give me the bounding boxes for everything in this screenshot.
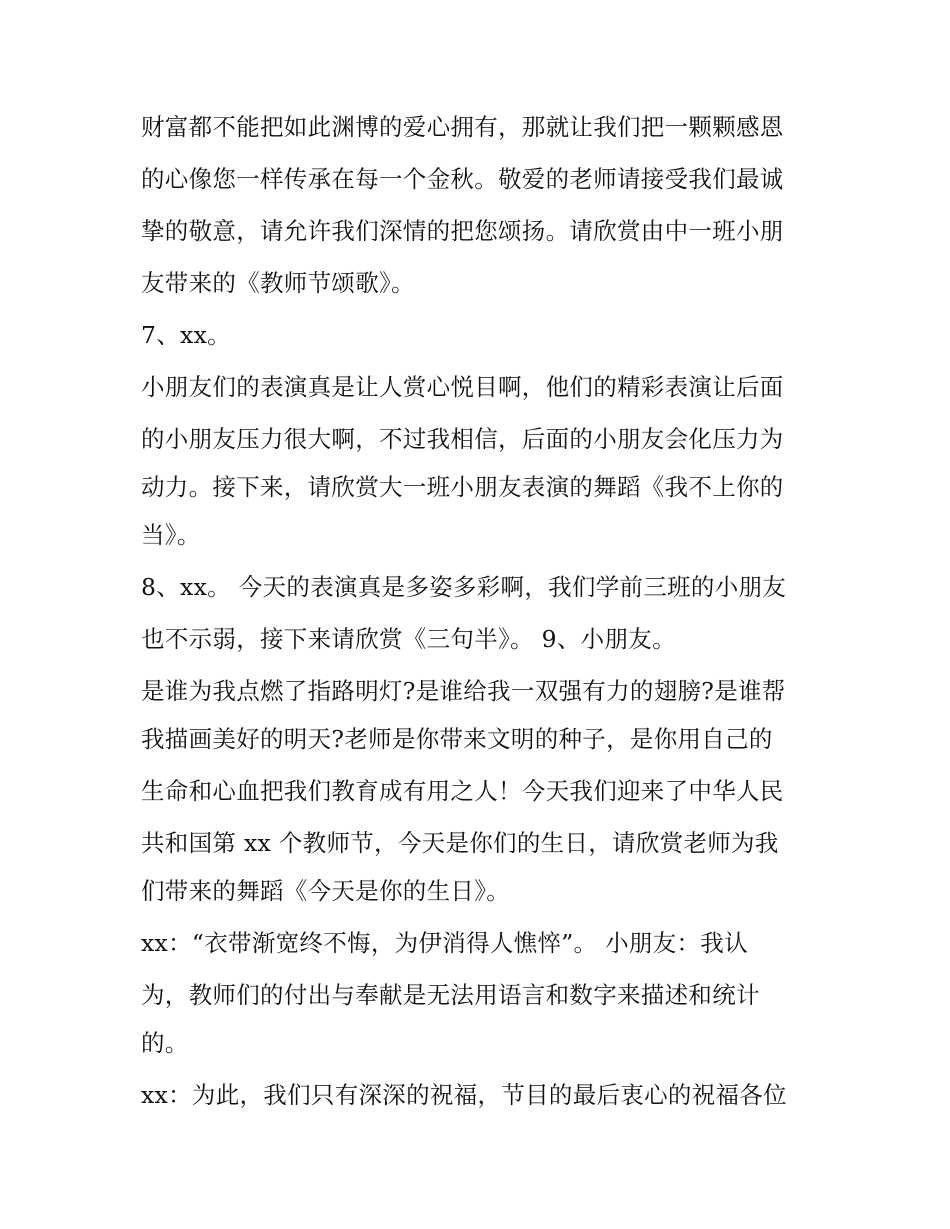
- text-line: 当》。: [141, 521, 201, 549]
- text-line: 财富都不能把如此渊博的爱心拥有，那就让我们把一颗颗感恩: [141, 113, 784, 141]
- text-line: 共和国第 xx 个教师节，今天是你们的生日，请欣赏老师为我: [141, 829, 779, 857]
- text-line: 为，教师们的付出与奉献是无法用语言和数字来描述和统计: [141, 981, 760, 1009]
- text-line: 也不示弱，接下来请欣赏《三句半》。 9、小朋友。: [141, 625, 676, 653]
- text-line: 挚的敬意，请允许我们深情的把您颂扬。请欣赏由中一班小朋: [141, 217, 784, 245]
- text-line: 们带来的舞蹈《今天是你的生日》。: [141, 877, 511, 905]
- text-line: xx：“衣带渐宽终不悔，为伊消得人憔悴”。 小朋友：我认: [141, 929, 748, 957]
- text-line: 是谁为我点燃了指路明灯?是谁给我一双强有力的翅膀?是谁帮: [141, 677, 786, 705]
- text-line: 的。: [141, 1029, 189, 1057]
- text-line: xx：为此，我们只有深深的祝福，节目的最后衷心的祝福各位: [141, 1081, 787, 1109]
- text-line: 7、xx。: [141, 321, 231, 349]
- text-line: 友带来的《教师节颂歌》。: [141, 269, 415, 297]
- text-line: 的心像您一样传承在每一个金秋。敬爱的老师请接受我们最诚: [141, 165, 784, 193]
- text-line: 生命和心血把我们教育成有用之人！今天我们迎来了中华人民: [141, 777, 784, 805]
- text-line: 我描画美好的明天?老师是你带来文明的种子，是你用自己的: [141, 725, 773, 753]
- text-line: 的小朋友压力很大啊，不过我相信，后面的小朋友会化压力为: [141, 425, 784, 453]
- text-line: 动力。接下来，请欣赏大一班小朋友表演的舞蹈《我不上你的: [141, 473, 784, 501]
- text-line: 8、xx。 今天的表演真是多姿多彩啊，我们学前三班的小朋友: [141, 573, 787, 601]
- text-line: 小朋友们的表演真是让人赏心悦目啊，他们的精彩表演让后面: [141, 373, 784, 401]
